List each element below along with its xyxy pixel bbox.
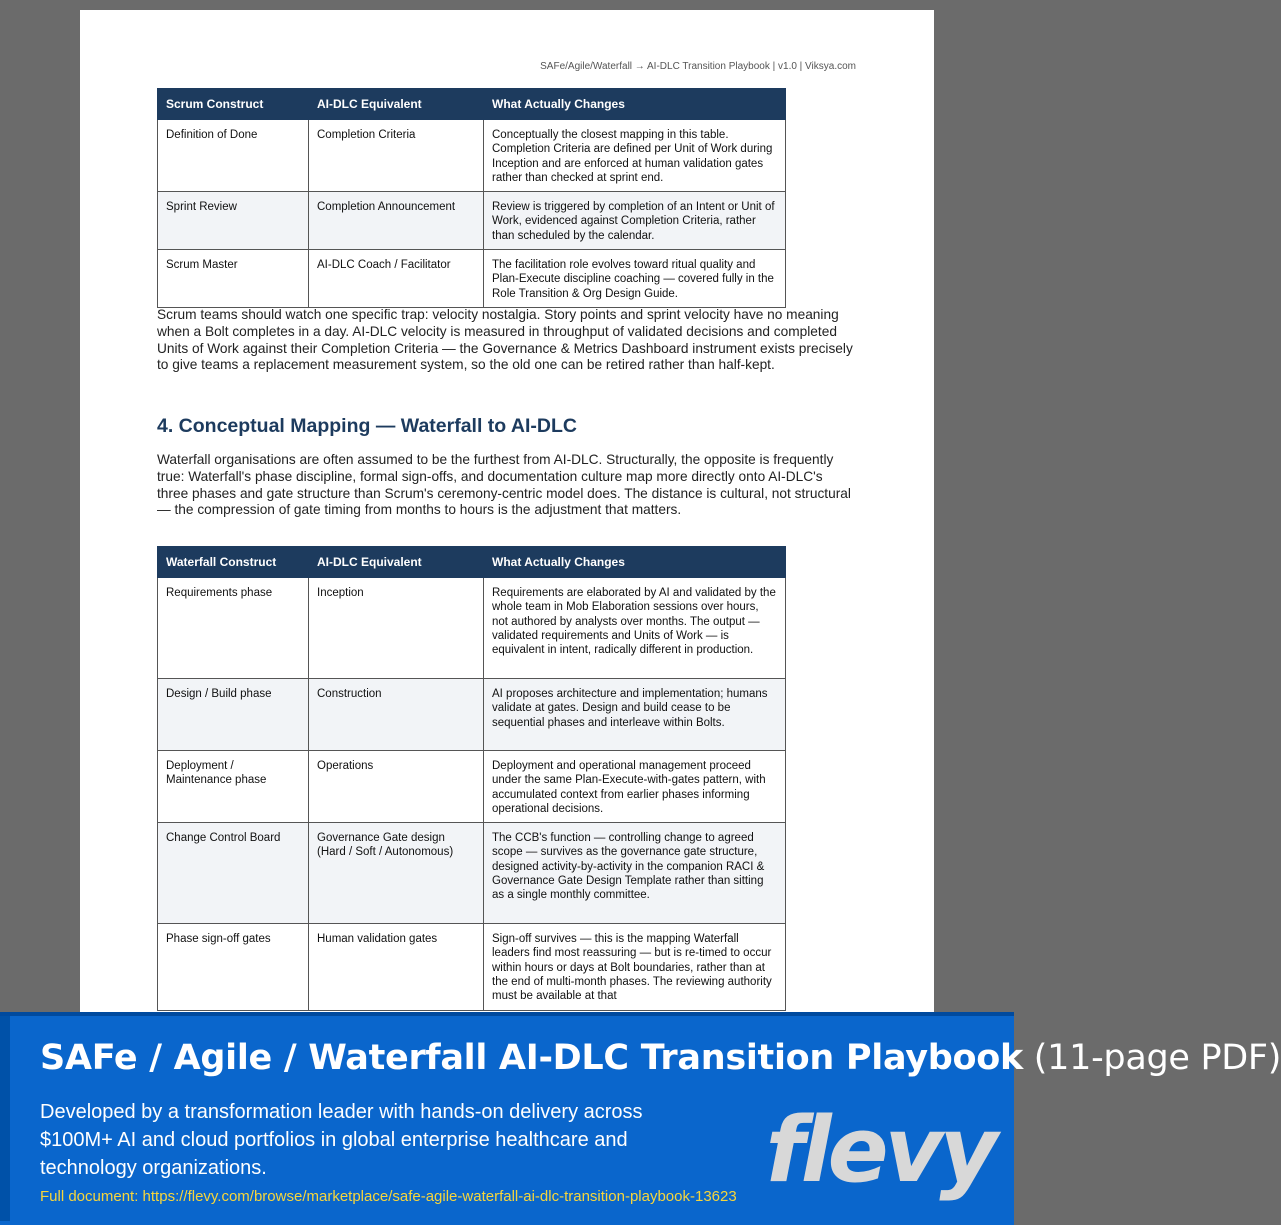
scrum-mapping-table	[157, 88, 786, 308]
banner-description: Developed by a transformation leader with hands-on delivery across $100M+ AI and cloud portfolios in global enterprise healthcare and technology organizations.	[40, 1101, 643, 1179]
banner-title	[40, 1038, 1281, 1078]
column-header: What Actually Changes	[484, 547, 786, 578]
table-cell: Phase sign-off gates	[158, 924, 309, 1010]
table-cell: Operations	[309, 751, 484, 823]
table-cell: Change Control Board	[158, 823, 309, 924]
table-row	[158, 924, 786, 1010]
table-cell: Governance Gate design (Hard / Soft / Autonomous)	[309, 823, 484, 924]
table-cell: Requirements phase	[158, 578, 309, 679]
waterfall-intro-paragraph: Waterfall organisations are often assumed to be the furthest from AI-DLC. Structurally, the opposite is frequently true: Waterfall's phase discipline, formal sign-offs, and documentation culture map more directly onto AI-DLC's three phases and gate structure than Scrum's ceremony-centric model does. The distance is cultural, not structural — the compression of gate timing from months to hours is the adjustment that matters.	[157, 452, 851, 518]
table-header-row	[158, 547, 786, 578]
column-header: Scrum Construct	[158, 89, 309, 120]
table-cell: The CCB's function — controlling change to agreed scope — survives as the governance gate structure, designed activity-by-activity in the companion RACI & Governance Gate Design Template rather than sitting as a single monthly committee.	[484, 823, 786, 924]
table-cell: Deployment / Maintenance phase	[158, 751, 309, 823]
flevy-logo: flevy	[765, 1098, 994, 1203]
table-row	[158, 679, 786, 751]
banner-title-main: SAFe / Agile / Waterfall AI-DLC Transition Playbook	[40, 1038, 1023, 1078]
table-row	[158, 751, 786, 823]
table-cell: Inception	[309, 578, 484, 679]
table-cell: Deployment and operational management proceed under the same Plan-Execute-with-gates pattern, with accumulated context from earlier phases informing operational decisions.	[484, 751, 786, 823]
table-cell: Human validation gates	[309, 924, 484, 1010]
table-cell: Completion Criteria	[309, 120, 484, 192]
table-cell: Scrum Master	[158, 250, 309, 308]
table-cell: Sign-off survives — this is the mapping Waterfall leaders find most reassuring — but is re-timed to occur within hours or days at Bolt boundaries, rather than at the end of multi-month phases. The reviewing authority must be available at that	[484, 924, 786, 1010]
table-row	[158, 823, 786, 924]
section-heading: 4. Conceptual Mapping — Waterfall to AI-DLC	[157, 415, 577, 437]
table-cell: Conceptually the closest mapping in this table. Completion Criteria are defined per Unit of Work during Inception and are enforced at human validation gates rather than checked at sprint end.	[484, 120, 786, 192]
table-cell: AI proposes architecture and implementation; humans validate at gates. Design and build cease to be sequential phases and interleave within Bolts.	[484, 679, 786, 751]
column-header: Waterfall Construct	[158, 547, 309, 578]
table-header-row	[158, 89, 786, 120]
table-row	[158, 120, 786, 192]
column-header: AI-DLC Equivalent	[309, 89, 484, 120]
running-header: SAFe/Agile/Waterfall → AI-DLC Transition Playbook | v1.0 | Viksya.com	[540, 61, 856, 72]
scrum-note-paragraph: Scrum teams should watch one specific trap: velocity nostalgia. Story points and sprint velocity have no meaning when a Bolt completes in a day. AI-DLC velocity is measured in throughput of validated decisions and completed Units of Work against their Completion Criteria — the Governance & Metrics Dashboard instrument exists precisely to give teams a replacement measurement system, so the old one can be retired rather than half-kept.	[157, 307, 853, 373]
banner-title-suffix: (11-page PDF)	[1022, 1038, 1281, 1078]
table-row	[158, 578, 786, 679]
table-cell: Review is triggered by completion of an Intent or Unit of Work, evidenced against Completion Criteria, rather than scheduled by the calendar.	[484, 192, 786, 250]
table-cell: Definition of Done	[158, 120, 309, 192]
table-cell: Sprint Review	[158, 192, 309, 250]
table-cell: Design / Build phase	[158, 679, 309, 751]
waterfall-mapping-table	[157, 546, 786, 1011]
table-row	[158, 250, 786, 308]
table-cell: The facilitation role evolves toward ritual quality and Plan-Execute discipline coaching — covered fully in the Role Transition & Org Design Guide.	[484, 250, 786, 308]
banner-edge	[0, 1016, 10, 1221]
table-cell: Completion Announcement	[309, 192, 484, 250]
column-header: What Actually Changes	[484, 89, 786, 120]
table-cell: Requirements are elaborated by AI and validated by the whole team in Mob Elaboration sessions over hours, not authored by analysts over months. The output — validated requirements and Units of Work — is equivalent in intent, radically different in production.	[484, 578, 786, 679]
table-row	[158, 192, 786, 250]
column-header: AI-DLC Equivalent	[309, 547, 484, 578]
document-page	[80, 10, 934, 1025]
table-cell: AI-DLC Coach / Facilitator	[309, 250, 484, 308]
table-cell: Construction	[309, 679, 484, 751]
document-link[interactable]: Full document: https://flevy.com/browse/marketplace/safe-agile-waterfall-ai-dlc-transition-playbook-13623	[40, 1188, 737, 1205]
